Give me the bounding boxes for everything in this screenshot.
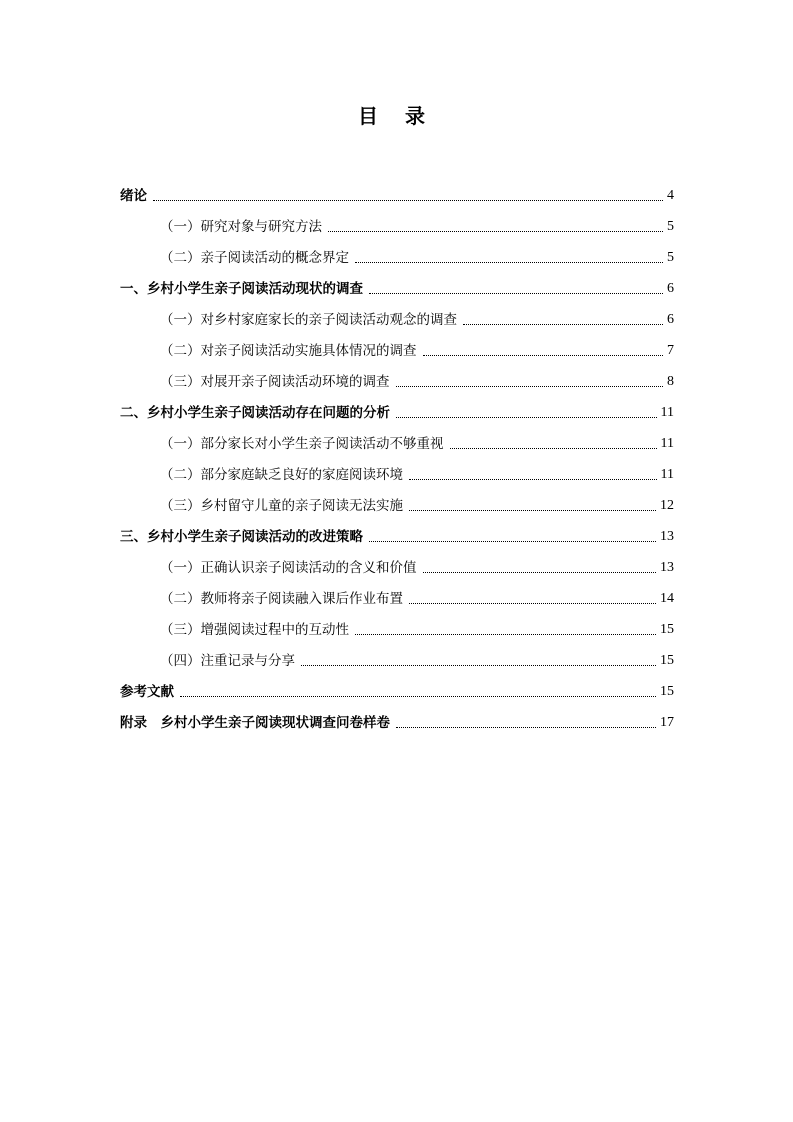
- toc-page-number: 7: [667, 342, 674, 358]
- toc-page-number: 6: [667, 280, 674, 296]
- toc-entry-label: 绪论: [120, 187, 147, 204]
- toc-entry-2-3[interactable]: [120, 490, 674, 521]
- toc-entry-3-3[interactable]: [120, 614, 674, 645]
- toc-entry-label: （四）注重记录与分享: [160, 652, 295, 669]
- toc-entry-label: （二）对亲子阅读活动实施具体情况的调查: [160, 342, 417, 359]
- toc-entry-references[interactable]: [120, 676, 674, 707]
- toc-page-number: 14: [660, 590, 674, 606]
- toc-entry-3-1[interactable]: [120, 552, 674, 583]
- toc-entry-2-2[interactable]: [120, 459, 674, 490]
- dot-leader: [423, 341, 664, 361]
- toc-entry-chapter-3[interactable]: [120, 521, 674, 552]
- toc-entry-appendix[interactable]: [120, 707, 674, 738]
- page-title: 目 录: [358, 104, 435, 128]
- dot-leader: [355, 248, 663, 268]
- toc-entry-label: （一）部分家长对小学生亲子阅读活动不够重视: [160, 435, 444, 452]
- toc-entry-label: 二、乡村小学生亲子阅读活动存在问题的分析: [120, 404, 390, 421]
- dot-leader: [396, 372, 664, 392]
- toc-entry-3-4[interactable]: [120, 645, 674, 676]
- table-of-contents: [120, 180, 674, 738]
- toc-entry-intro[interactable]: [120, 180, 674, 211]
- toc-entry-label: （三）乡村留守儿童的亲子阅读无法实施: [160, 497, 403, 514]
- dot-leader: [369, 279, 663, 299]
- toc-entry-chapter-2[interactable]: [120, 397, 674, 428]
- toc-page-number: 13: [660, 559, 674, 575]
- dot-leader: [355, 620, 656, 640]
- dot-leader: [396, 403, 657, 423]
- toc-page-number: 15: [660, 652, 674, 668]
- toc-entry-3-2[interactable]: [120, 583, 674, 614]
- dot-leader: [450, 434, 657, 454]
- toc-entry-label: 参考文献: [120, 683, 174, 700]
- dot-leader: [409, 589, 656, 609]
- dot-leader: [463, 310, 663, 330]
- dot-leader: [423, 558, 657, 578]
- dot-leader: [369, 527, 656, 547]
- toc-page-number: 5: [667, 249, 674, 265]
- dot-leader: [301, 651, 656, 671]
- toc-entry-1-2[interactable]: [120, 335, 674, 366]
- dot-leader: [409, 496, 656, 516]
- toc-entry-label: （二）教师将亲子阅读融入课后作业布置: [160, 590, 403, 607]
- toc-entry-label: （三）对展开亲子阅读活动环境的调查: [160, 373, 390, 390]
- toc-entry-chapter-1[interactable]: [120, 273, 674, 304]
- toc-entry-label: 附录 乡村小学生亲子阅读现状调查问卷样卷: [120, 714, 390, 731]
- toc-page-number: 11: [660, 404, 674, 420]
- toc-page-number: 12: [660, 497, 674, 513]
- toc-page-number: 13: [660, 528, 674, 544]
- toc-entry-1-3[interactable]: [120, 366, 674, 397]
- toc-page-number: 15: [660, 683, 674, 699]
- toc-entry-label: （三）增强阅读过程中的互动性: [160, 621, 349, 638]
- dot-leader: [180, 682, 656, 702]
- toc-entry-label: 一、乡村小学生亲子阅读活动现状的调查: [120, 280, 363, 297]
- toc-entry-label: （一）正确认识亲子阅读活动的含义和价值: [160, 559, 417, 576]
- toc-page-number: 15: [660, 621, 674, 637]
- toc-page-number: 11: [660, 435, 674, 451]
- toc-page-number: 17: [660, 714, 674, 730]
- toc-entry-research-objects[interactable]: [120, 211, 674, 242]
- toc-page-number: 6: [667, 311, 674, 327]
- toc-entry-2-1[interactable]: [120, 428, 674, 459]
- toc-page-number: 11: [660, 466, 674, 482]
- dot-leader: [328, 217, 663, 237]
- toc-entry-label: （二）亲子阅读活动的概念界定: [160, 249, 349, 266]
- toc-page-number: 4: [667, 187, 674, 203]
- dot-leader: [396, 713, 656, 733]
- toc-entry-label: （一）对乡村家庭家长的亲子阅读活动观念的调查: [160, 311, 457, 328]
- toc-page-number: 5: [667, 218, 674, 234]
- dot-leader: [153, 186, 663, 206]
- dot-leader: [409, 465, 657, 485]
- toc-entry-1-1[interactable]: [120, 304, 674, 335]
- toc-entry-label: （二）部分家庭缺乏良好的家庭阅读环境: [160, 466, 403, 483]
- toc-entry-label: 三、乡村小学生亲子阅读活动的改进策略: [120, 528, 363, 545]
- toc-page-number: 8: [667, 373, 674, 389]
- toc-entry-label: （一）研究对象与研究方法: [160, 218, 322, 235]
- toc-entry-concept-definition[interactable]: [120, 242, 674, 273]
